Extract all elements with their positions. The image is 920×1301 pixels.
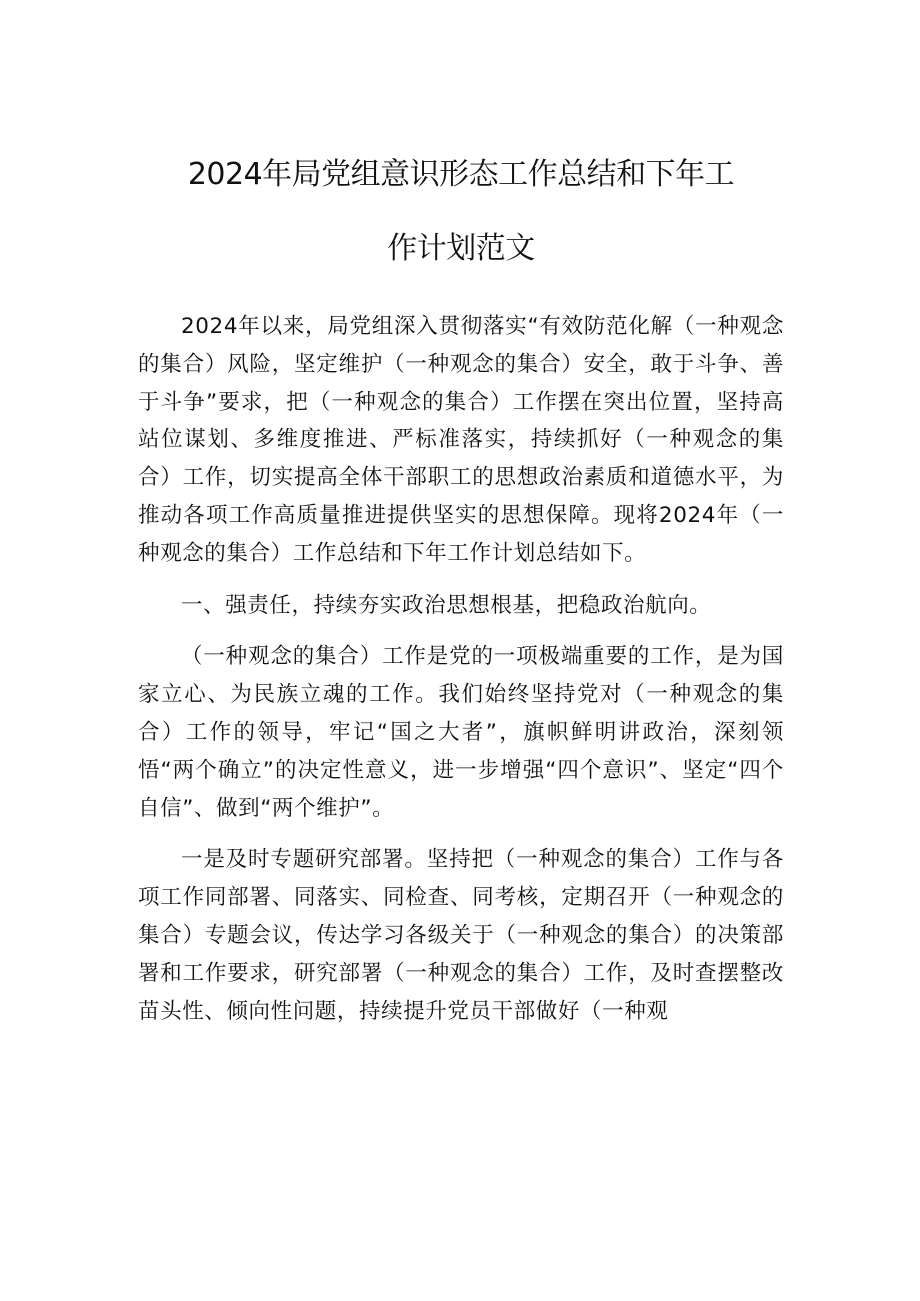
title-line-1: 2024年局党组意识形态工作总结和下年工 (187, 157, 735, 192)
document-title (138, 138, 784, 286)
paragraph-item-1: 一是及时专题研究部署。坚持把（一种观念的集合）工作与各项工作同部署、同落实、同检查、同考核，定期召开（一种观念的集合）专题会议，传达学习各级关于（一种观念的集合）的决策部署和工作要求，研究部署（一种观念的集合）工作，及时查摆整改苗头性、倾向性问题，持续提升党员干部做好（一种观 (138, 847, 784, 1024)
document-body (138, 308, 784, 1030)
section-heading-1: 一、强责任，持续夯实政治思想根基，把稳政治航向。 (181, 592, 712, 618)
paragraph-intro: 2024年以来，局党组深入贯彻落实“有效防范化解（一种观念的集合）风险，坚定维护（一种观念的集合）安全，敢于斗争、善于斗争”要求，把（一种观念的集合）工作摆在突出位置，坚持高站位谋划、多维度推进、严标准落实，持续抓好（一种观念的集合）工作，切实提高全体干部职工的思想政治素质和道德水平，为推动各项工作高质量推进提供坚实的思想保障。现将2024年（一种观念的集合）工作总结和下年工作计划总结如下。 (138, 314, 784, 566)
title-line-2: 作计划范文 (387, 231, 535, 266)
paragraph-section-1: （一种观念的集合）工作是党的一项极端重要的工作，是为国家立心、为民族立魂的工作。我们始终坚持党对（一种观念的集合）工作的领导，牢记“国之大者”，旗帜鲜明讲政治，深刻领悟“两个确立”的决定性意义，进一步增强“四个意识”、坚定“四个自信”、做到“两个维护”。 (138, 644, 784, 821)
